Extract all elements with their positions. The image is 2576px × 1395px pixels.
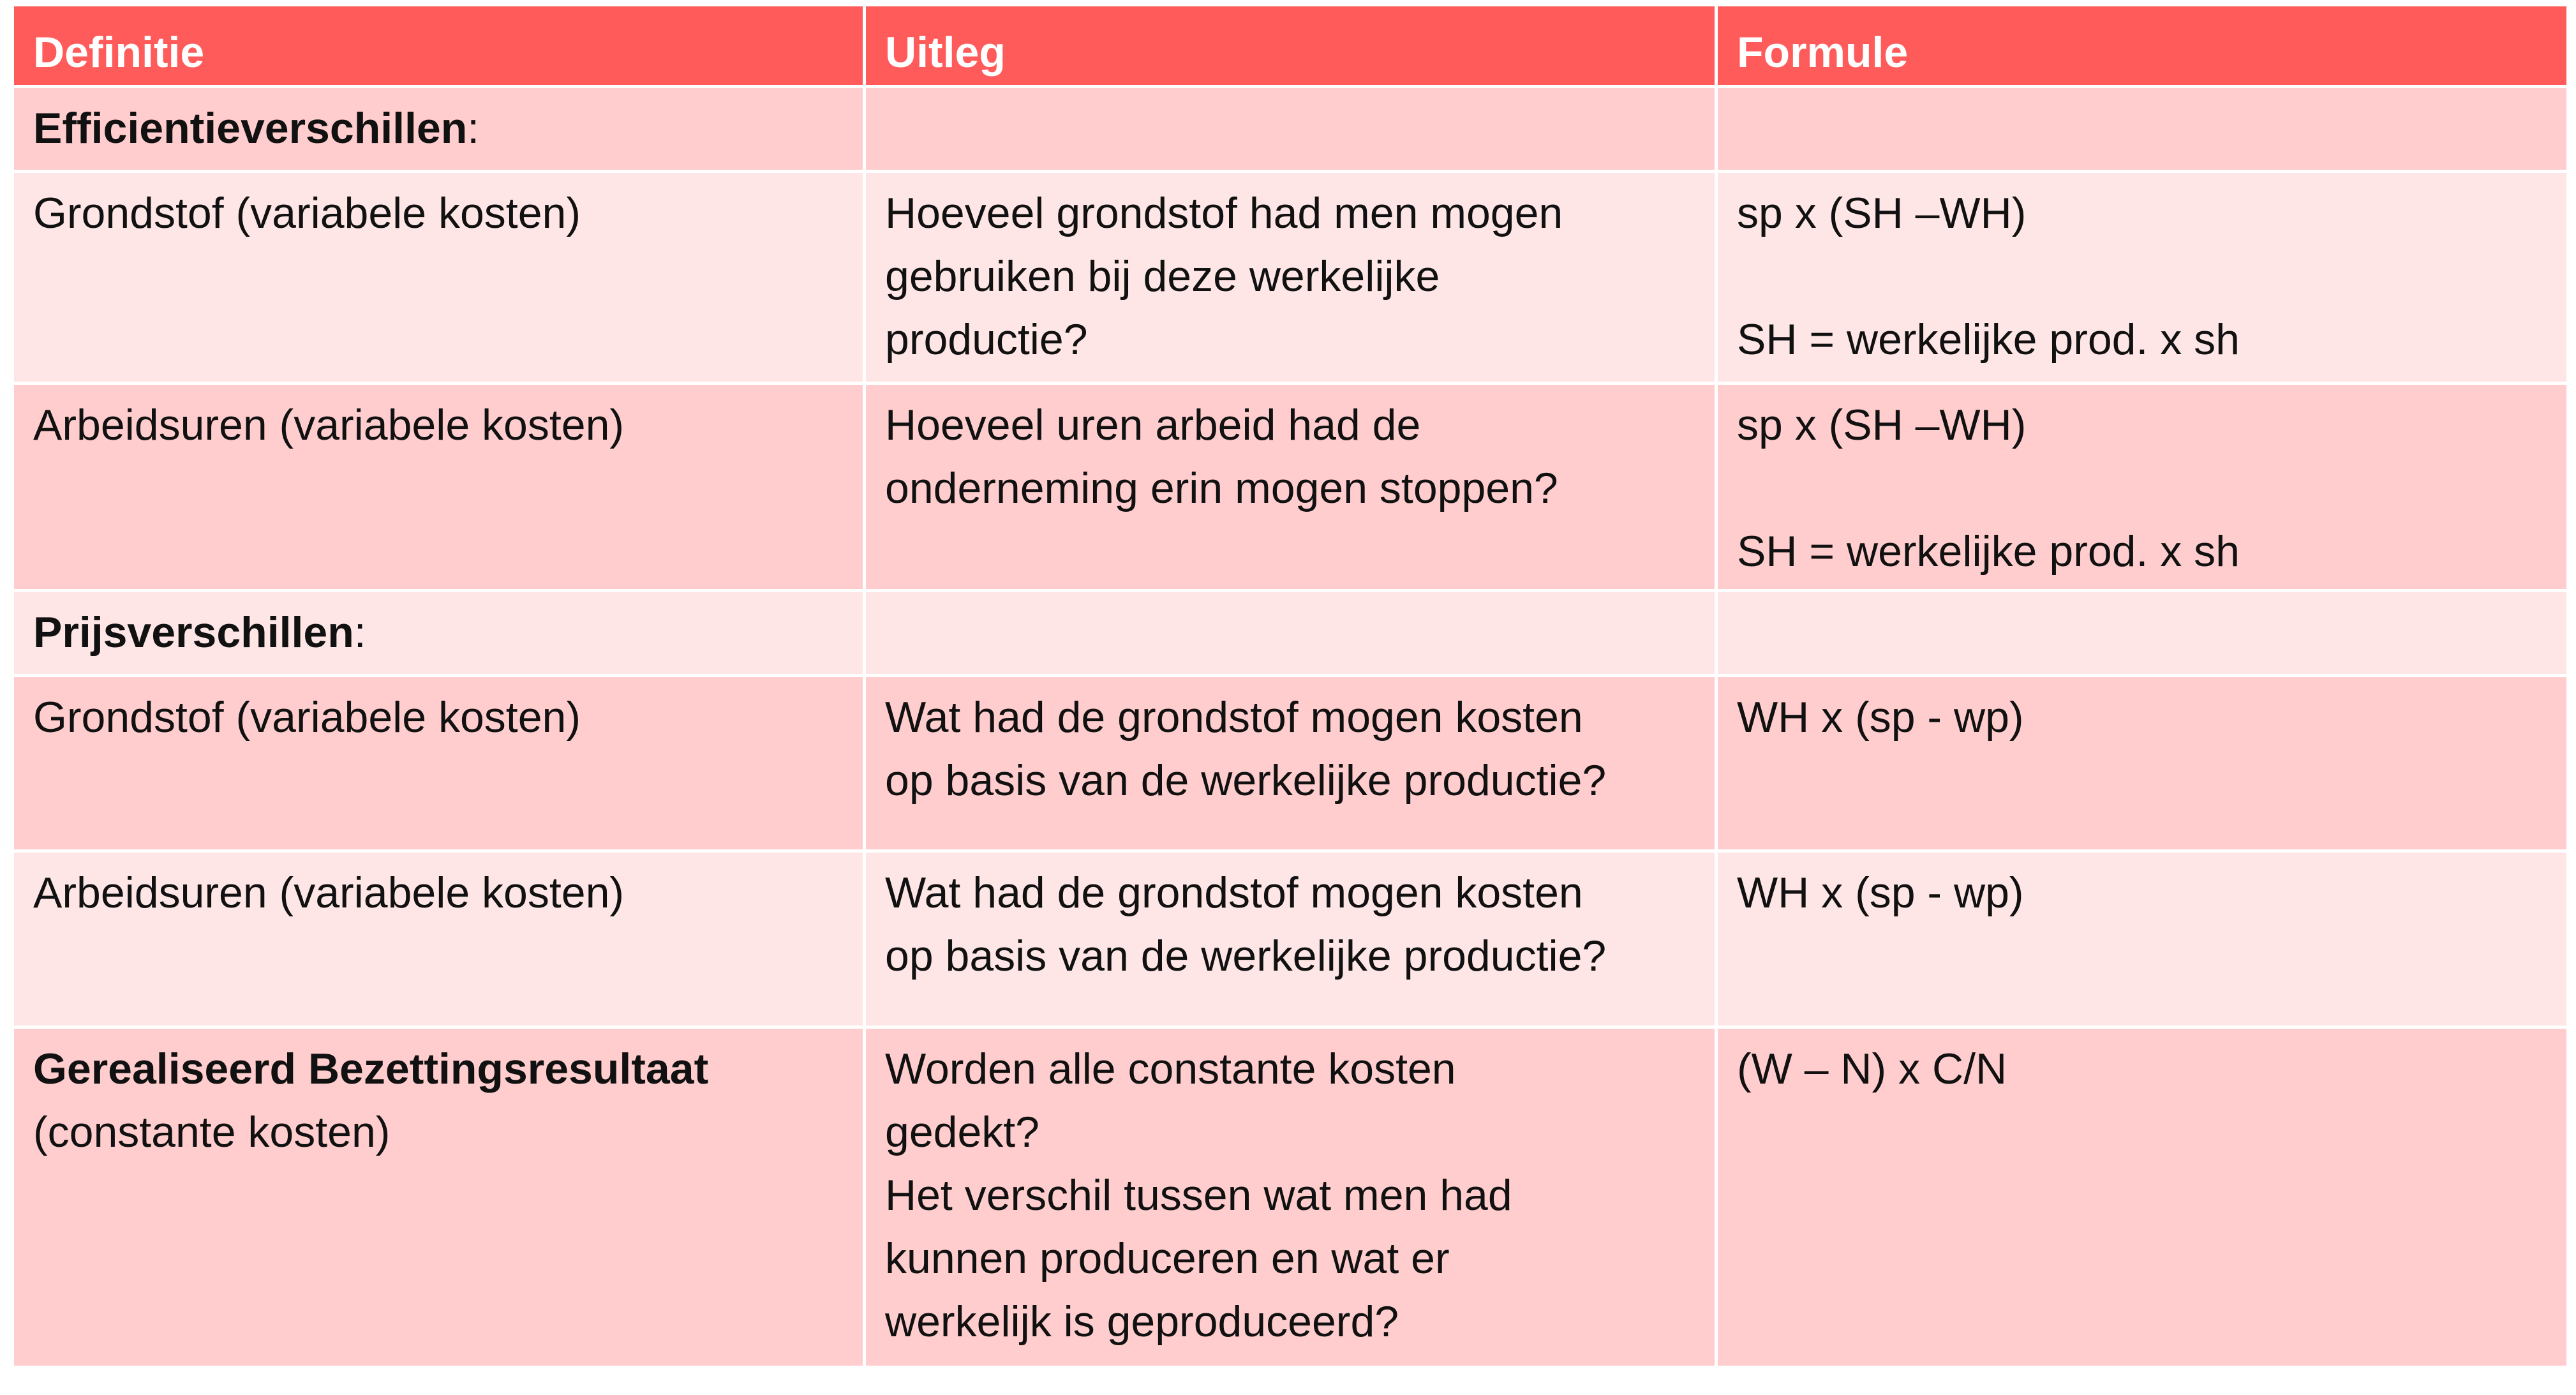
formule-line: sp x (SH –WH) (1737, 189, 2027, 237)
table-header-row (14, 6, 2566, 88)
empty-cell (866, 88, 1718, 173)
uitleg-line: kunnen produceren en wat er (885, 1234, 1450, 1283)
uitleg-line: gedekt? (885, 1108, 1039, 1156)
uitleg-line: gebruiken bij deze werkelijke (885, 252, 1440, 301)
uitleg-cell (866, 677, 1718, 853)
empty-cell (1718, 592, 2566, 677)
uitleg-line: Het verschil tussen wat men had (885, 1171, 1512, 1220)
table-row (14, 1029, 2566, 1369)
uitleg-line: Hoeveel grondstof had men mogen (885, 189, 1563, 237)
empty-cell (866, 592, 1718, 677)
uitleg-line: productie? (885, 315, 1088, 364)
table-row (14, 385, 2566, 592)
table-row (14, 853, 2566, 1029)
definitie-cell: Grondstof (variabele kosten) (14, 173, 866, 385)
uitleg-line: Wat had de grondstof mogen kosten (885, 693, 1583, 742)
uitleg-line: Hoeveel uren arbeid had de (885, 401, 1421, 449)
formule-cell (1718, 385, 2566, 592)
definitie-cell (14, 1029, 866, 1369)
section-title-colon: : (354, 608, 366, 657)
empty-cell (1718, 88, 2566, 173)
uitleg-cell (866, 1029, 1718, 1369)
uitleg-line: Wat had de grondstof mogen kosten (885, 869, 1583, 917)
uitleg-line: op basis van de werkelijke productie? (885, 932, 1607, 980)
table-row (14, 173, 2566, 385)
formule-cell: WH x (sp - wp) (1718, 677, 2566, 853)
header-uitleg: Uitleg (866, 6, 1718, 88)
definitie-cell: Grondstof (variabele kosten) (14, 677, 866, 853)
formule-cell (1718, 173, 2566, 385)
formule-line: SH = werkelijke prod. x sh (1737, 315, 2240, 364)
formule-line: sp x (SH –WH) (1737, 401, 2027, 449)
definitie-line: (constante kosten) (33, 1108, 391, 1156)
uitleg-line: onderneming erin mogen stoppen? (885, 464, 1558, 512)
formule-cell: WH x (sp - wp) (1718, 853, 2566, 1029)
definitie-cell: Arbeidsuren (variabele kosten) (14, 385, 866, 592)
formule-gap (1737, 457, 2547, 520)
section-row-efficiency (14, 88, 2566, 173)
definitie-cell: Arbeidsuren (variabele kosten) (14, 853, 866, 1029)
header-formule: Formule (1718, 6, 2566, 88)
section-row-price (14, 592, 2566, 677)
formule-line: SH = werkelijke prod. x sh (1737, 527, 2240, 576)
definitie-bold-line: Gerealiseerd Bezettingsresultaat (33, 1045, 709, 1093)
section-title-colon: : (467, 104, 480, 153)
uitleg-line: Worden alle constante kosten (885, 1045, 1456, 1093)
uitleg-line: op basis van de werkelijke productie? (885, 756, 1607, 805)
uitleg-cell (866, 853, 1718, 1029)
header-definitie: Definitie (14, 6, 866, 88)
uitleg-line: werkelijk is geproduceerd? (885, 1297, 1399, 1346)
formule-gap (1737, 245, 2547, 308)
table-row (14, 677, 2566, 853)
formule-cell: (W – N) x C/N (1718, 1029, 2566, 1369)
uitleg-cell (866, 385, 1718, 592)
uitleg-cell (866, 173, 1718, 385)
section-title-text: Efficientieverschillen (33, 104, 468, 153)
section-title-text: Prijsverschillen (33, 608, 354, 657)
section-title-price (14, 592, 866, 677)
section-title-efficiency (14, 88, 866, 173)
definitions-table (14, 6, 2566, 1369)
